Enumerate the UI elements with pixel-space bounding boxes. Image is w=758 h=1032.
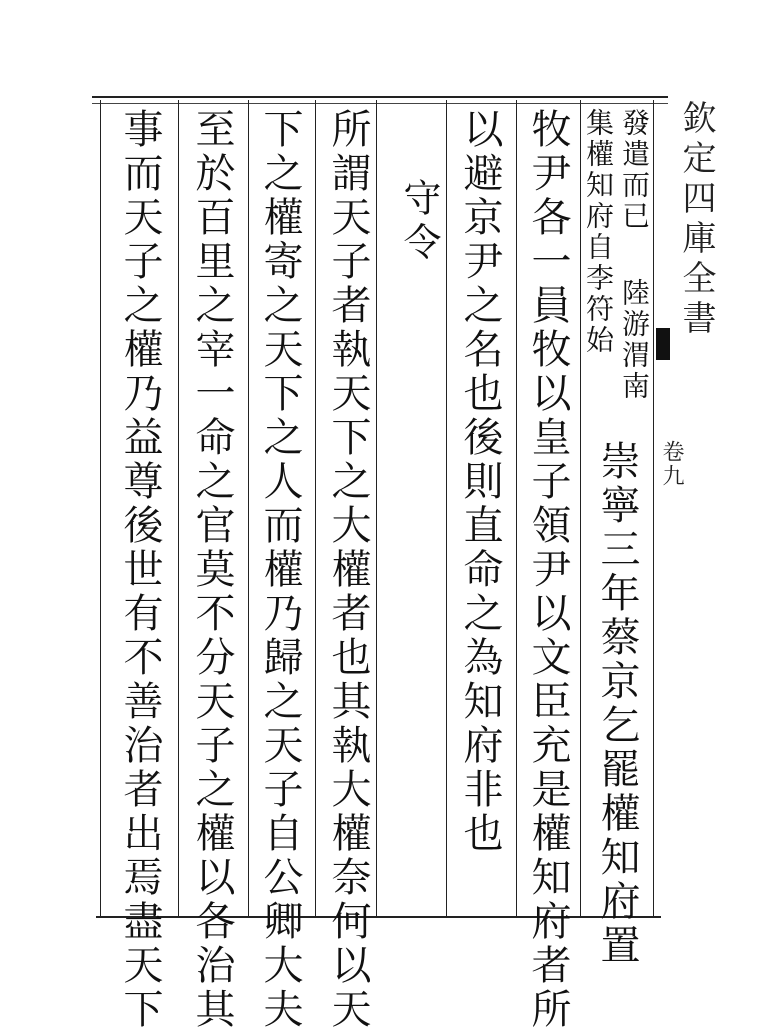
juan-number: 卷九 bbox=[659, 440, 684, 488]
column-divider bbox=[580, 100, 581, 916]
fishtail-mark bbox=[656, 328, 670, 360]
column-divider bbox=[376, 100, 377, 916]
text-column-3: 所謂天子者執天下之大權者也其執大權奈何以天 bbox=[325, 108, 371, 1032]
column-divider bbox=[315, 100, 316, 916]
bottom-border bbox=[96, 916, 661, 918]
note-column-2: 陸游渭南 bbox=[618, 278, 651, 402]
text-column-4: 下之權寄之天下之人而權乃歸之天子自公卿大夫 bbox=[257, 108, 303, 1032]
section-heading: 守令 bbox=[397, 178, 441, 266]
text-column-1: 牧尹各一員牧以皇子領尹以文臣充是權知府者所 bbox=[525, 108, 571, 1032]
book-title: 欽定四庫全書 bbox=[676, 100, 716, 340]
note-column-3: 集權知府自李符始 bbox=[582, 108, 615, 356]
text-column-6: 事而天子之權乃益尊後世有不善治者出焉盡天下 bbox=[117, 108, 163, 1032]
top-border bbox=[92, 96, 668, 98]
note-column-1: 發遣而已 bbox=[618, 108, 651, 232]
column-divider bbox=[653, 100, 654, 916]
column-divider bbox=[248, 100, 249, 916]
column-divider bbox=[516, 100, 517, 916]
text-column-5: 至於百里之宰一命之官莫不分天子之權以各治其 bbox=[189, 108, 235, 1032]
column-divider bbox=[100, 100, 101, 916]
note-column-4: 崇寧三年蔡京乞罷權知府置 bbox=[594, 440, 640, 968]
text-column-2: 以避京尹之名也後則直命之為知府非也 bbox=[457, 108, 503, 856]
column-divider bbox=[178, 100, 179, 916]
